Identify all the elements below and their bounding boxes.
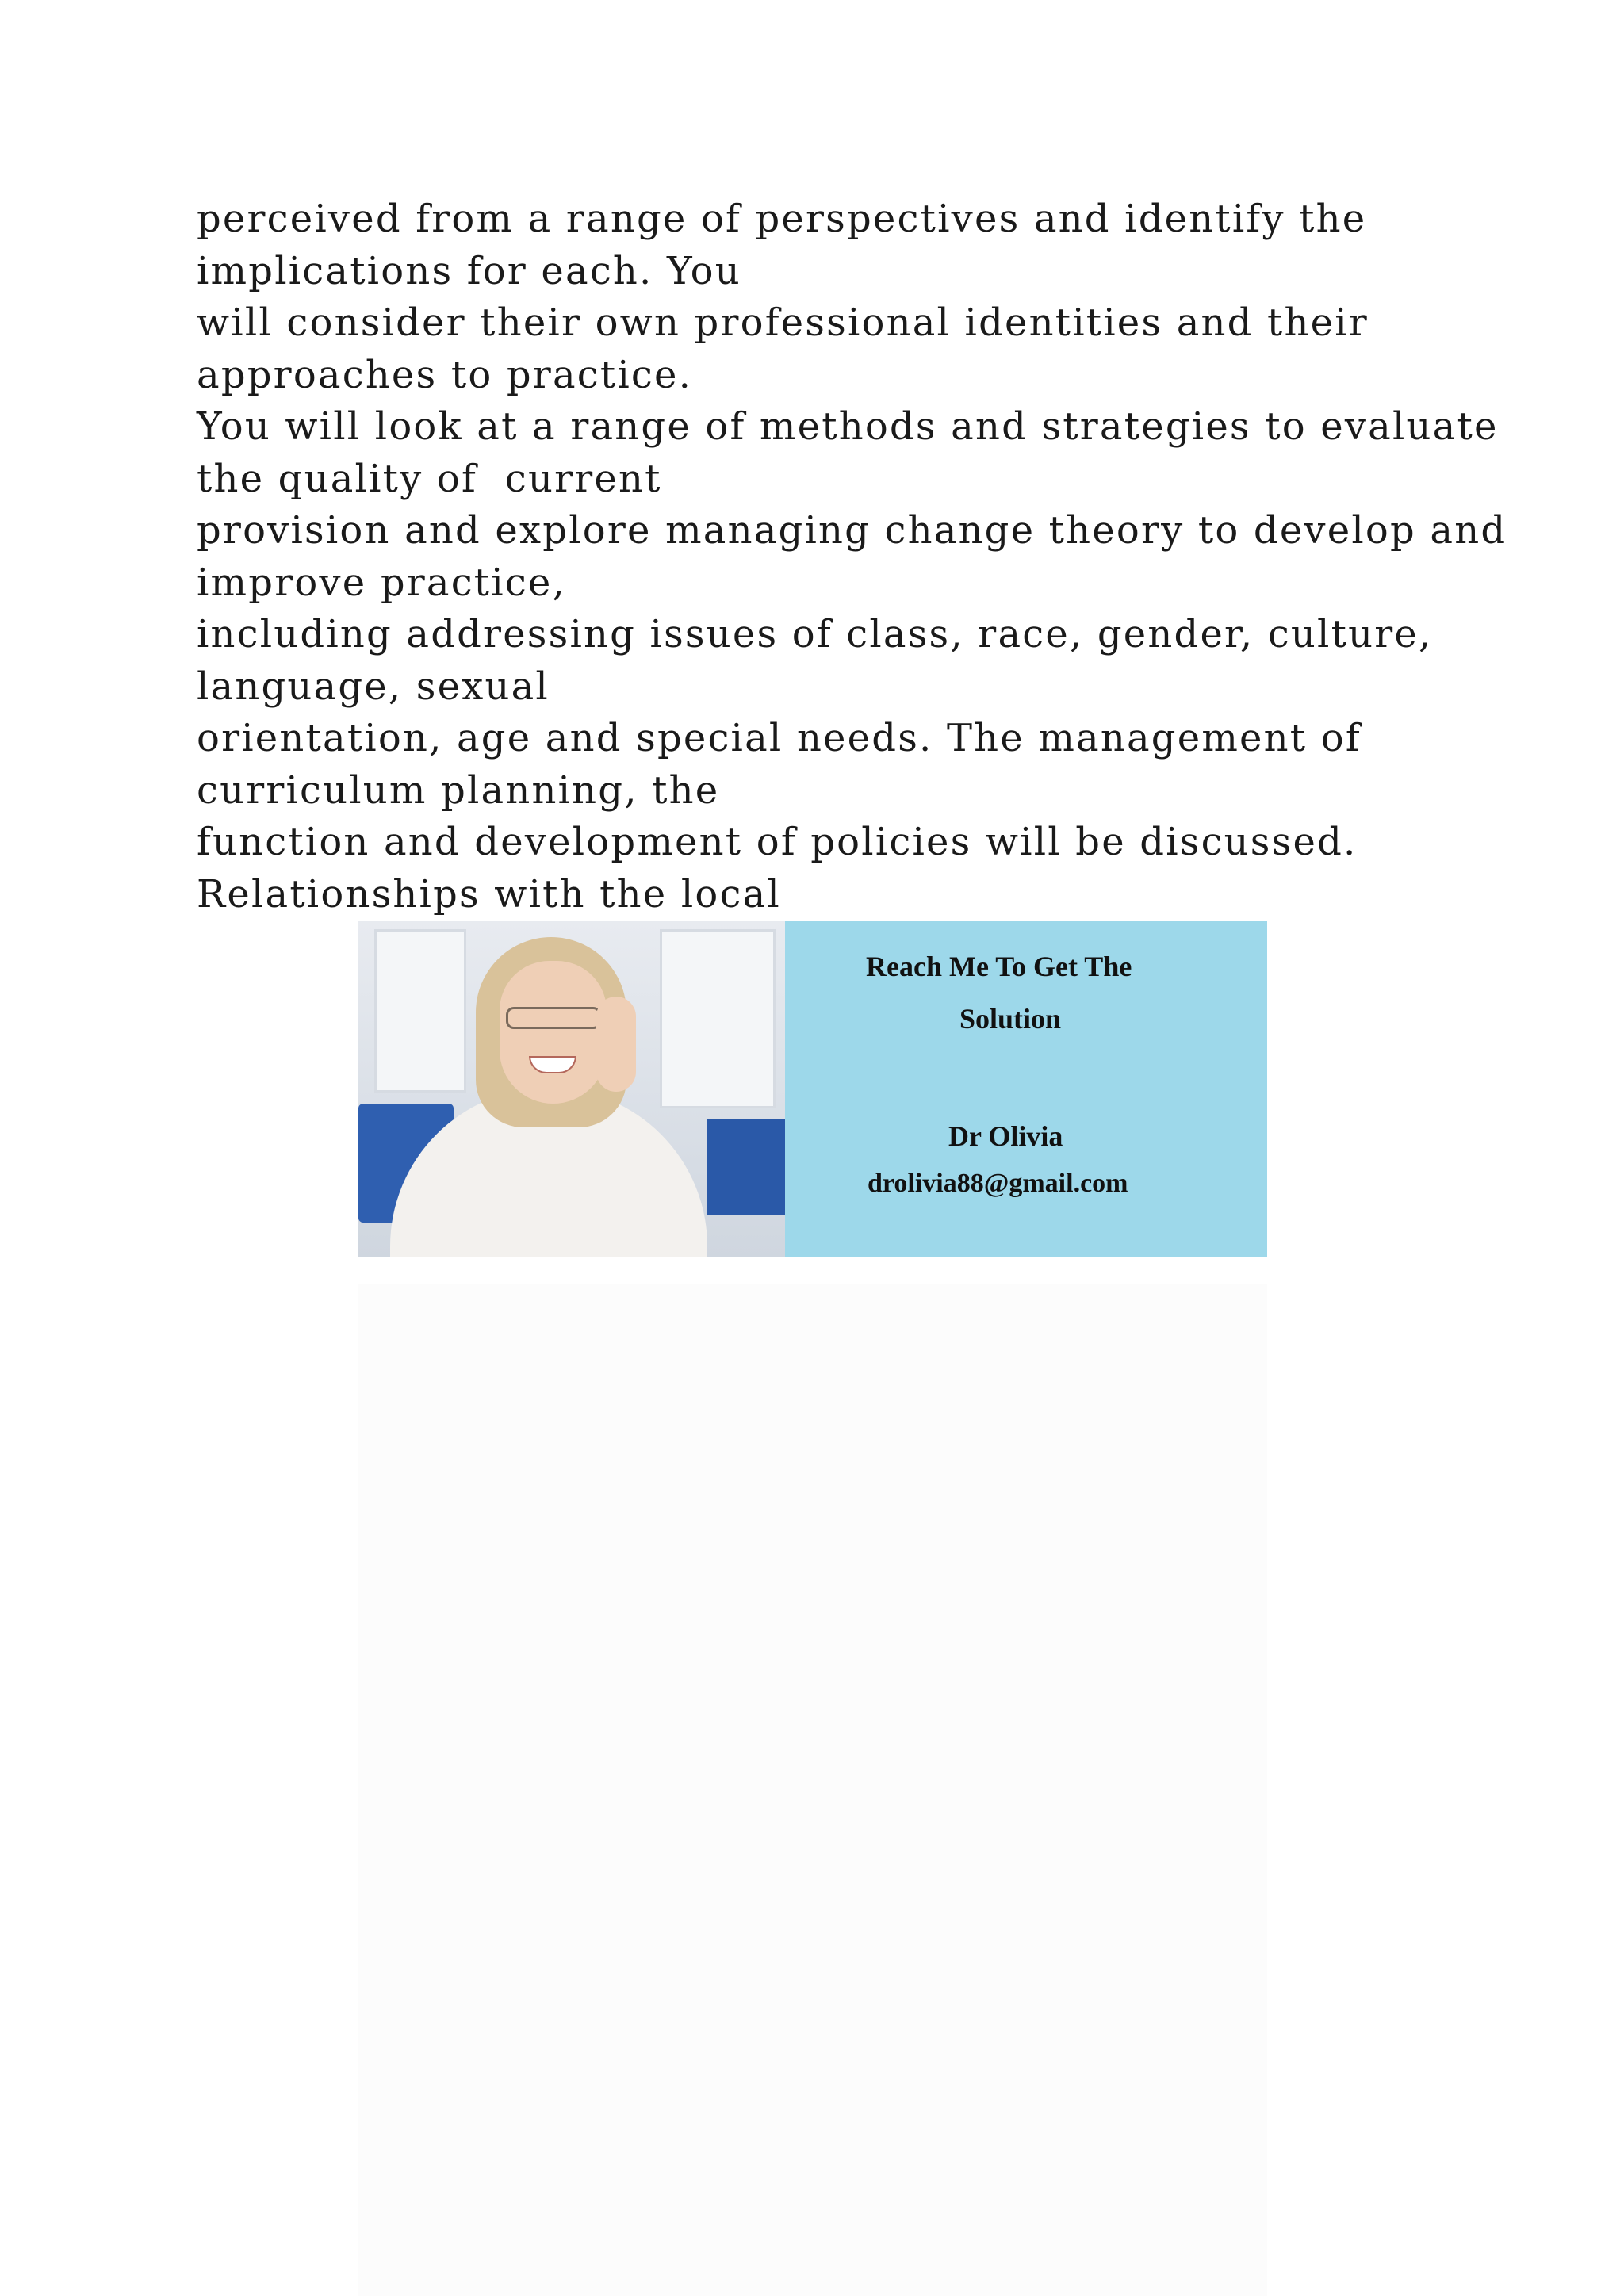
text-line: perceived from a range of perspectives and identify the [197, 197, 1367, 241]
text-line: Relationships with the local [197, 871, 781, 916]
text-line: orientation, age and special needs. The management of [197, 716, 1362, 760]
body-paragraph [197, 193, 1507, 920]
contact-email: drolivia88@gmail.com [868, 1169, 1128, 1198]
promo-banner [358, 921, 1267, 1257]
promo-headline: Reach Me To Get The [866, 951, 1132, 982]
text-line: function and development of policies will be discussed. [197, 820, 1358, 864]
text-line: approaches to practice. [197, 352, 693, 397]
window-pane [660, 929, 776, 1108]
hand [596, 997, 636, 1092]
text-line: the quality of current [197, 456, 662, 501]
text-line: including addressing issues of class, race, gender, culture, [197, 612, 1433, 656]
text-line: will consider their own professional identities and their [197, 300, 1369, 345]
contact-card [785, 921, 1267, 1257]
faint-background-block [358, 1284, 1267, 2296]
glasses-icon [506, 1007, 601, 1029]
blue-chair [707, 1119, 785, 1215]
promo-headline: Solution [959, 1003, 1062, 1035]
face [500, 961, 607, 1104]
text-line: implications for each. You [197, 248, 741, 293]
text-line: provision and explore managing change theory to develop and [197, 508, 1507, 553]
text-line: You will look at a range of methods and strategies to evaluate [197, 404, 1499, 449]
text-line: curriculum planning, the [197, 767, 720, 813]
woman-photo [358, 921, 785, 1257]
window-pane [374, 929, 466, 1093]
text-line: improve practice, [197, 560, 566, 605]
contact-name: Dr Olivia [948, 1120, 1063, 1152]
text-line: language, sexual [197, 664, 550, 709]
